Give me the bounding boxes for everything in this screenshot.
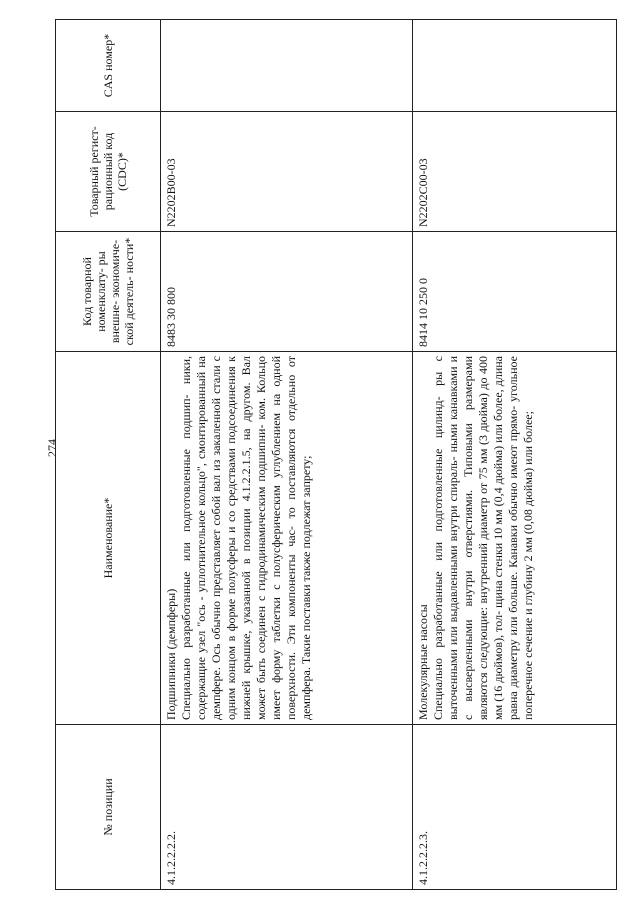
row-position: 4.1.2.2.2.2. [161,725,413,890]
header-name: Наименование* [56,352,161,725]
row-cas [413,20,617,112]
row-cas [161,20,413,112]
entry-title: Молекулярные насосы [416,604,431,720]
header-trade-code: Код товарной номенклату- ры внешне- экономиче- ской деятель- ности* [56,232,161,352]
row-cdc: N2202C00-03 [413,112,617,232]
entry-description: Специально разработанные или подготовленные цилинд- ры с выточенными или выдавленными внутри спираль- ными канавками и с высверленными внутри отверстиями. Типовыми размерами являются следующие: внутренний диаметр от 75 мм (3 дюйма) до 400 мм (16 дюймов), тол- щина стенки 10 мм (0,4 дюйма) или более, длина равна диаметру или больше. Канавки обычно имеют прямо- угольное поперечное сечение и глубину 2 мм (0,08 дюйма) или более; [431,356,536,720]
page-number: 274 [45,439,59,457]
header-cas: CAS номер* [56,20,161,112]
table-row [413,20,617,890]
row-trade-code: 8483 30 800 [161,232,413,352]
row-name-cell [161,352,413,725]
row-position: 4.1.2.2.2.3. [413,725,617,890]
table-row [161,20,413,890]
entry-description: Специально разработанные или подготовленные подшип- ники, содержащие узел "ось - уплотнительное кольцо", смонтированный на демпфере. Ось обычно представляет собой вал из закаленной стали с одним концом в форме полусферы и со средствами подсоединения к нижней крышке, указанной в позиции 4.1.2.2.1.5, на другом. Вал может быть соединен с гидродинамическим подшипни- ком. Кольцо имеет форму таблетки с полусферическим углублением на одной поверхности. Эти компоненты час- то поставляются отдельно от демпфера. Такие поставки также подлежат запрету; [179,356,313,720]
controlled-items-table [55,20,617,890]
header-position: № позиции [56,725,161,890]
header-cdc: Товарный регист- рационный код (CDC)* [56,112,161,232]
row-trade-code: 8414 10 250 0 [413,232,617,352]
table-header-row [56,20,161,890]
row-cdc: N2202B00-03 [161,112,413,232]
table [55,19,617,890]
row-name-cell [413,352,617,725]
entry-title: Подшипники (демпферы) [164,588,178,720]
